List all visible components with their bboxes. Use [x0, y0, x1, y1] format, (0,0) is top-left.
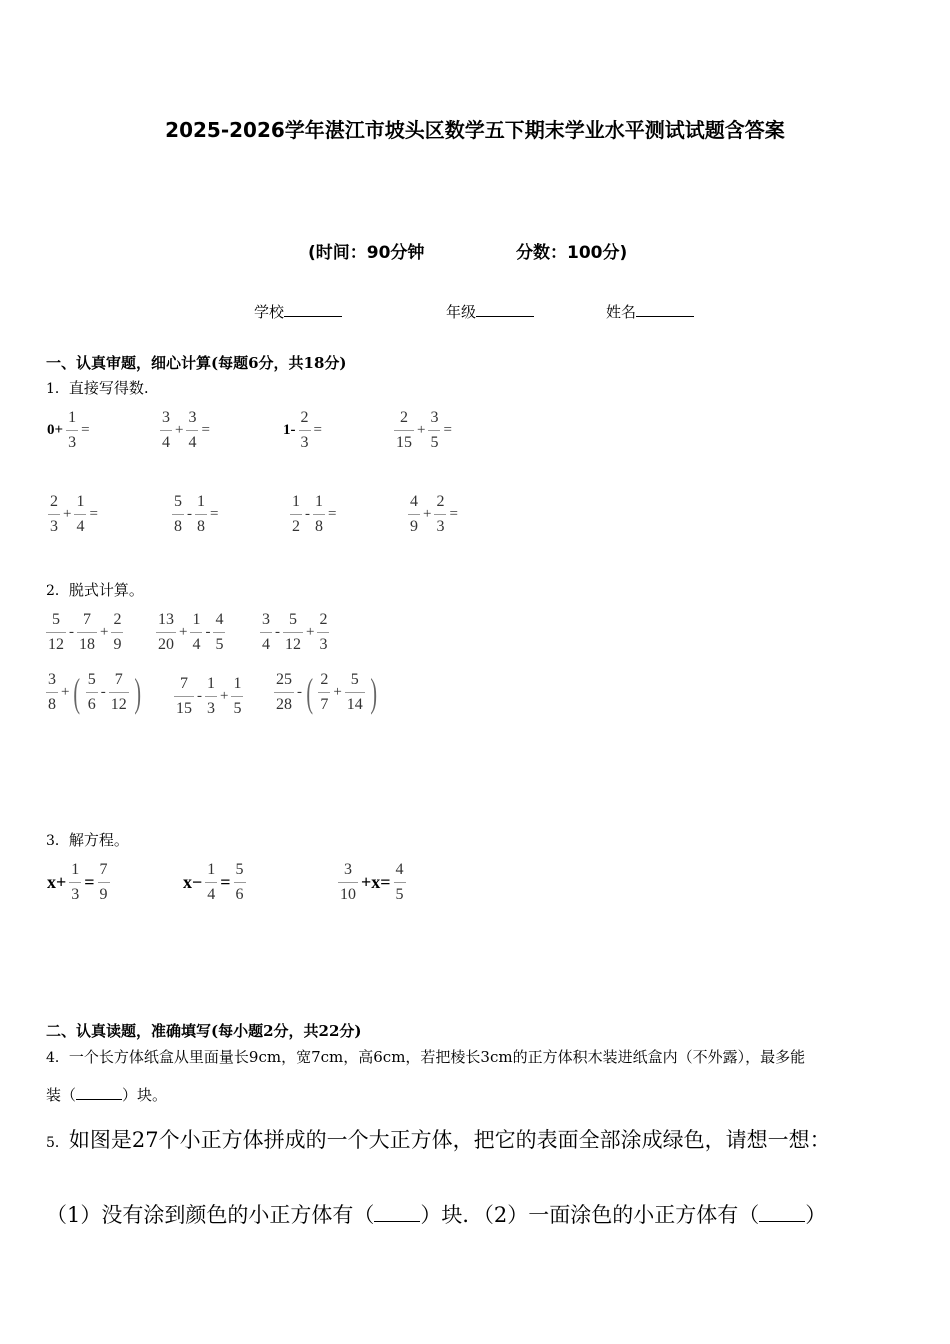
q2-number: 2． — [46, 583, 69, 599]
q2-expression: $\frac{7}{15}$ - $\frac{1}{3}$ + $\frac{1}{5}$ — [176, 675, 242, 717]
fraction: $\frac{3}{4}$ — [188, 409, 197, 451]
q5-close: ） — [805, 1203, 827, 1227]
fraction: $\frac{5}{8}$ — [174, 493, 182, 535]
q1-item — [158, 408, 211, 453]
equals: = — [449, 506, 458, 522]
exam-score: 分数：100分) — [516, 243, 628, 263]
answer-blank[interactable] — [374, 1205, 420, 1222]
operator: + — [423, 506, 432, 522]
grade-label: 年级 — [446, 303, 477, 321]
q1-title — [46, 377, 149, 398]
page-title: 2025-2026学年湛江市坡头区数学五下期末学业水平测试试题含答案 — [165, 118, 785, 142]
q5-line2 — [46, 1199, 826, 1229]
q1-text: 直接写得数. — [68, 379, 149, 397]
q1-prefix: 1- — [283, 422, 296, 438]
exam-time: (时间：90分钟 — [308, 243, 425, 263]
q1-number: 1． — [46, 381, 69, 397]
q1-item — [406, 492, 459, 537]
equals: = — [89, 506, 98, 522]
equals: = — [328, 506, 337, 522]
q5-text: 如图是27个小正方体拼成的一个大正方体，把它的表面全部涂成绿色，请想一想： — [68, 1128, 831, 1152]
equals: = — [210, 506, 219, 522]
q2-expression: $\frac{3}{8}$ + ( $\frac{5}{6}$ - $\frac{7}{12}$ ) — [48, 669, 141, 715]
q2-expression: $\frac{13}{20}$ + $\frac{1}{4}$ - $\frac{4}{5}$ — [158, 611, 224, 653]
q4-line1 — [46, 1046, 805, 1067]
name-label: 姓名 — [606, 303, 637, 321]
q3-equation: x− $\frac{1}{4}$ = $\frac{5}{6}$ — [183, 861, 244, 903]
q3-title — [46, 829, 129, 850]
q5-part1-text: （1）没有涂到颜色的小正方体有（ — [46, 1203, 375, 1227]
school-blank[interactable] — [284, 302, 342, 317]
q3-equation: x+ $\frac{1}{3}$ = $\frac{7}{9}$ — [47, 861, 108, 903]
q1-item — [282, 408, 323, 453]
q4-text: 一个长方体纸盒从里面量长9cm，宽7cm，高6cm，若把棱长3cm的正方体积木装进纸盒内（不外露），最多能 — [68, 1048, 806, 1066]
q3-equation: $\frac{3}{10}$ +x= $\frac{4}{5}$ — [340, 861, 404, 903]
left-paren: ( — [73, 669, 81, 715]
fraction: $\frac{1}{3}$ — [68, 409, 77, 451]
fraction: $\frac{1}{8}$ — [315, 493, 323, 535]
operator: - — [305, 506, 310, 522]
fraction: $\frac{3}{5}$ — [430, 409, 439, 451]
operator: + — [417, 422, 426, 438]
school-label: 学校 — [254, 303, 285, 321]
q2-expression: $\frac{5}{12}$ - $\frac{7}{18}$ + $\frac{2}{9}$ — [48, 611, 122, 653]
answer-blank[interactable] — [759, 1205, 805, 1222]
q4-number: 4． — [46, 1050, 69, 1066]
q5-line1 — [46, 1124, 831, 1154]
section2-heading: 二、认真读题，准确填写(每小题2分，共22分) — [46, 1022, 362, 1040]
operator: - — [187, 506, 192, 522]
q2-text: 脱式计算。 — [68, 581, 144, 599]
operator: + — [175, 422, 184, 438]
q4-text-b: ）块。 — [122, 1086, 168, 1104]
q5-number: 5． — [46, 1135, 69, 1151]
equals: = — [443, 422, 452, 438]
fraction: $\frac{2}{3}$ — [50, 493, 58, 535]
fraction: $\frac{2}{15}$ — [396, 409, 412, 451]
left-paren: ( — [306, 669, 313, 715]
equals: = — [81, 422, 90, 438]
fraction: $\frac{3}{4}$ — [162, 409, 170, 451]
q3-text: 解方程。 — [68, 831, 129, 849]
operator: + — [63, 506, 72, 522]
equals: = — [313, 422, 322, 438]
fraction: $\frac{2}{3}$ — [300, 409, 309, 451]
grade-blank[interactable] — [476, 302, 534, 317]
q2-expression: $\frac{25}{28}$ - ( $\frac{2}{7}$ + $\frac{5}{14}$ ) — [276, 669, 377, 715]
q5-part2-text: ）块．（2）一面涂色的小正方体有（ — [420, 1203, 760, 1227]
school-field[interactable] — [254, 301, 342, 322]
q1-item — [46, 492, 99, 537]
equals: = — [201, 422, 210, 438]
answer-blank[interactable] — [76, 1083, 122, 1100]
name-field[interactable] — [606, 301, 694, 322]
right-paren: ) — [370, 669, 377, 715]
right-paren: ) — [134, 669, 141, 715]
fraction: $\frac{2}{3}$ — [436, 493, 445, 535]
q3-number: 3． — [46, 833, 69, 849]
name-blank[interactable] — [636, 302, 694, 317]
section1-heading: 一、认真审题，细心计算(每题6分，共18分) — [46, 354, 347, 372]
q1-item — [46, 408, 91, 453]
q1-item — [170, 492, 219, 537]
q1-item — [392, 408, 453, 453]
fraction: $\frac{1}{2}$ — [292, 493, 300, 535]
q1-item — [288, 492, 337, 537]
fraction: $\frac{1}{8}$ — [197, 493, 205, 535]
q4-text-a: 装（ — [46, 1086, 77, 1104]
fraction: $\frac{1}{4}$ — [76, 493, 85, 535]
q2-title — [46, 579, 144, 600]
q2-expression: $\frac{3}{4}$ - $\frac{5}{12}$ + $\frac{2}{3}$ — [262, 611, 328, 653]
q1-prefix: 0+ — [47, 422, 64, 438]
fraction: $\frac{4}{9}$ — [410, 493, 418, 535]
grade-field[interactable] — [446, 301, 534, 322]
q4-line2 — [46, 1083, 167, 1105]
